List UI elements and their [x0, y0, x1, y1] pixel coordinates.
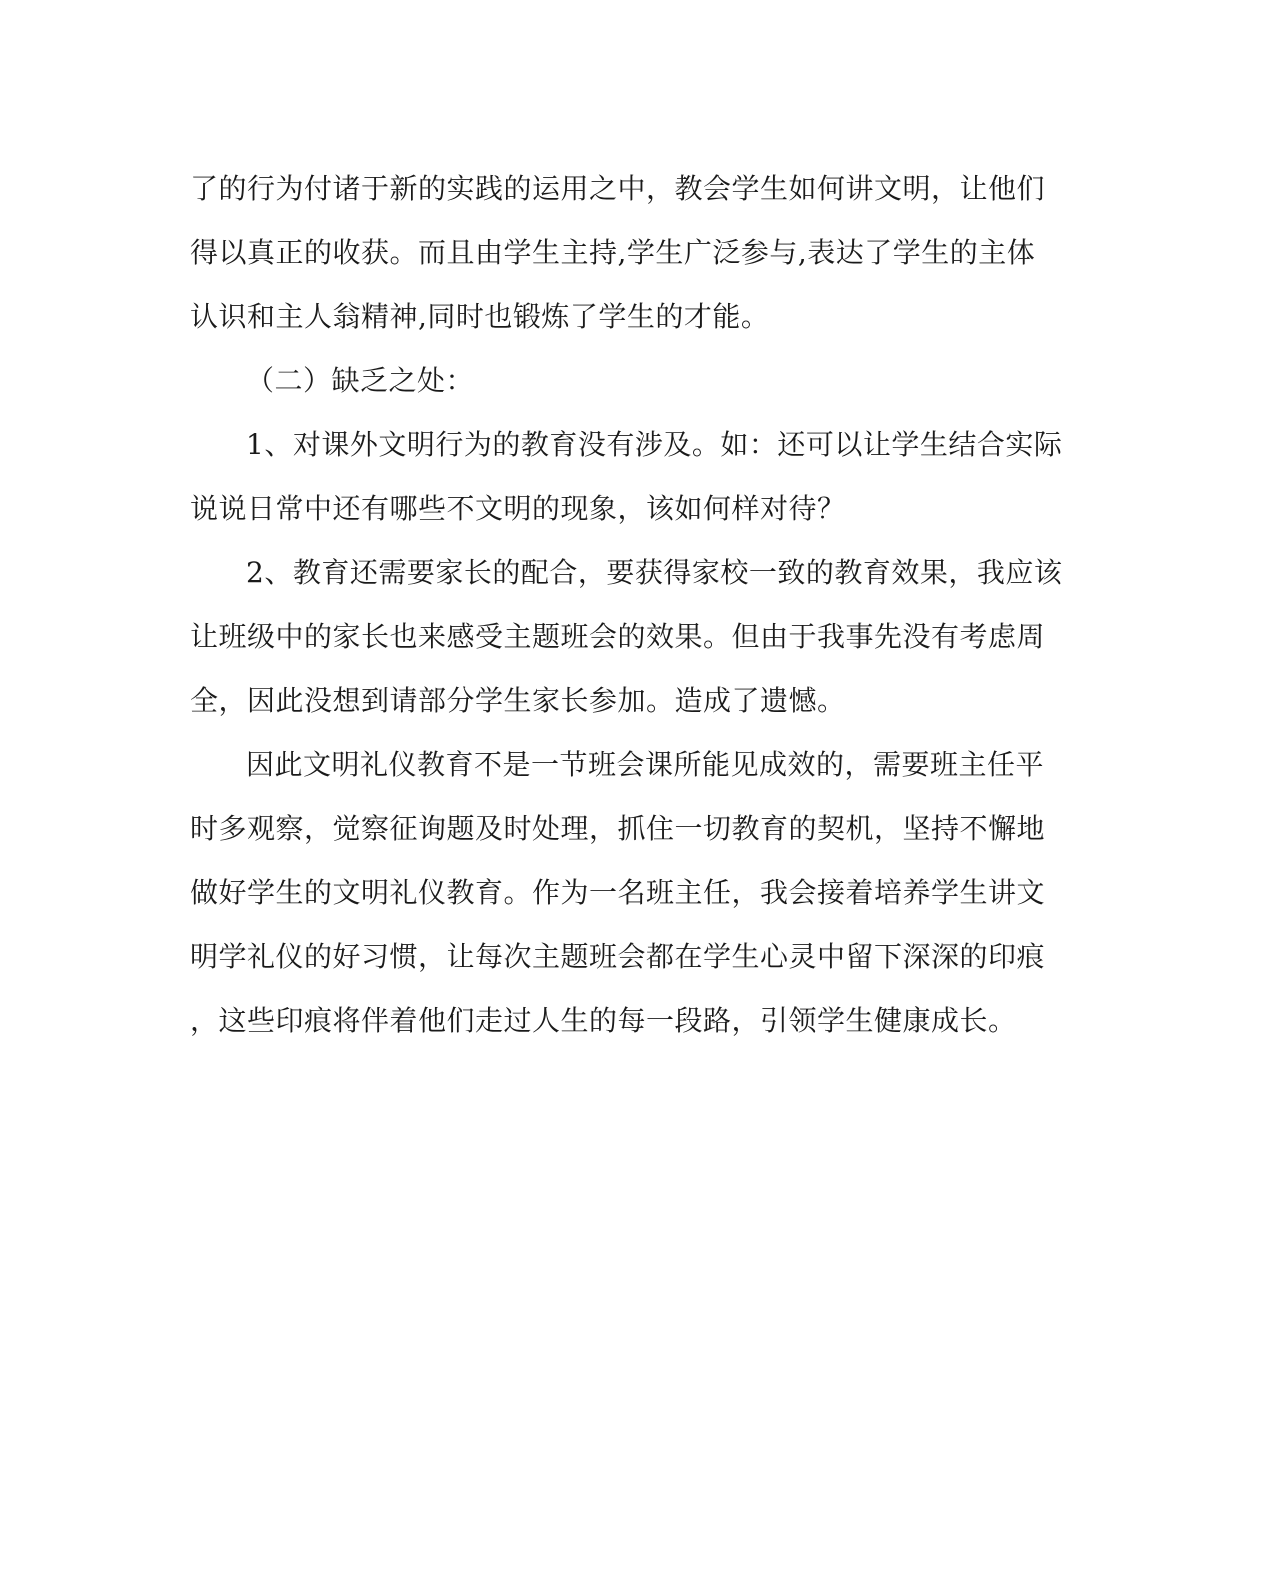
- paragraph-line: 了的行为付诸于新的实践的运用之中，教会学生如何讲文明，让他们: [190, 172, 1046, 205]
- paragraph-line: 让班级中的家长也来感受主题班会的效果。但由于我事先没有考虑周: [190, 620, 1046, 653]
- paragraph-line: 明学礼仪的好习惯，让每次主题班会都在学生心灵中留下深深的印痕: [190, 940, 1046, 973]
- paragraph-line: 得以真正的收获。而且由学生主持,学生广泛参与,表达了学生的主体: [190, 236, 1036, 269]
- paragraph-line: 因此文明礼仪教育不是一节班会课所能见成效的，需要班主任平: [246, 748, 1045, 781]
- paragraph-line: 时多观察，觉察征询题及时处理，抓住一切教育的契机，坚持不懈地: [190, 812, 1046, 845]
- paragraph-line: 1、对课外文明行为的教育没有涉及。如：还可以让学生结合实际: [246, 428, 1063, 461]
- paragraph-line: ，这些印痕将伴着他们走过人生的每一段路，引领学生健康成长。: [190, 1004, 1017, 1037]
- paragraph-line: 2、教育还需要家长的配合，要获得家校一致的教育效果，我应该: [246, 556, 1063, 589]
- document-body: [190, 157, 1070, 1053]
- section-heading: （二）缺乏之处：: [246, 364, 475, 397]
- paragraph-line: 说说日常中还有哪些不文明的现象，该如何样对待？: [190, 492, 846, 525]
- paragraph-line: 认识和主人翁精神,同时也锻炼了学生的才能。: [190, 300, 770, 333]
- paragraph-line: 做好学生的文明礼仪教育。作为一名班主任，我会接着培养学生讲文: [190, 876, 1046, 909]
- paragraph-line: 全，因此没想到请部分学生家长参加。造成了遗憾。: [190, 684, 846, 717]
